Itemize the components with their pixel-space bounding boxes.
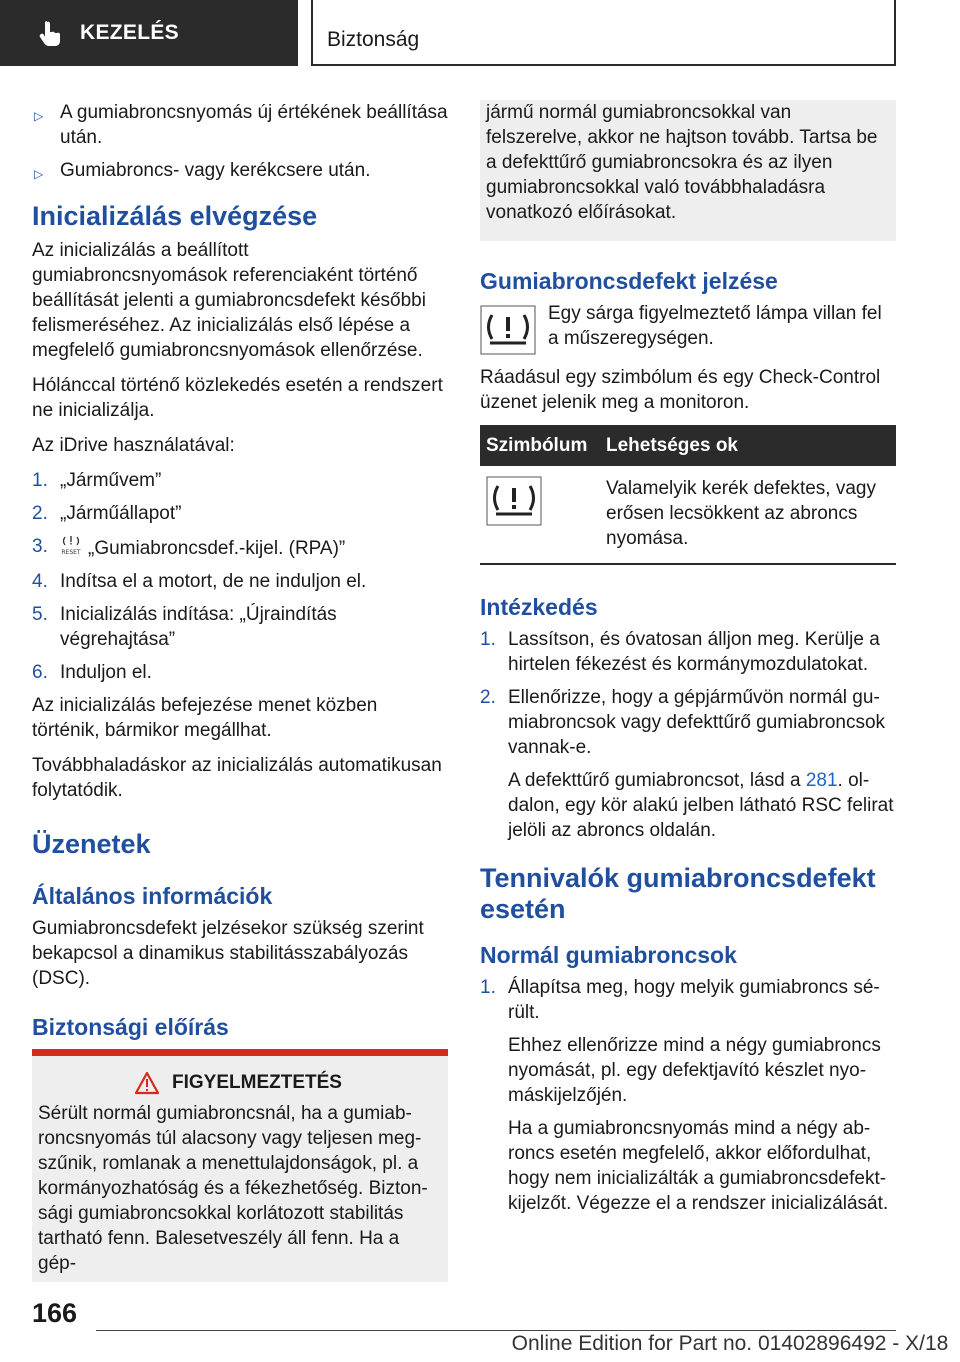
list-item: 1. Lassítson, és óvatosan álljon meg. Kerülje a hirtelen fékezést és kormánymozdulatokat. — [480, 629, 880, 675]
list-item: 1. „Járművem” — [32, 470, 162, 491]
warning-box-continued — [480, 100, 896, 241]
warning-text: jármű normál gumiabroncsokkal van felszerelve, akkor ne hajtson tovább. Tartsa be a defekttűrő gumiabroncsokra és az ilyen gumiabroncsokkal való továbbhaladásra vonatkozó előírásokat. — [486, 102, 878, 223]
table-row — [480, 466, 896, 564]
list-item: 5. Inicializálás indítása: „Újraindítás végrehajtása” — [32, 604, 337, 650]
paragraph: Az inicializálás a beállított gumiabroncsnyomások referenciaként történő beállítását jelenti a gumiabroncsdefekt későbbi felismeréséhez. Az inicializálás első lépése a megfelelő gumiabroncsnyomások ellenőrzése. — [32, 240, 426, 361]
section-tab — [0, 0, 298, 66]
page-link[interactable]: 281 — [805, 770, 838, 791]
list-item: 2. Ellenőrizze, hogy a gépjárművön normál gumiabroncsok vagy defekttűrő gumiabroncsok vannak-e. A defekttűrő gumiabroncsot, lásd a 281. oldalon, egy kör alakú jelben látható RSC felirat jelöli az abroncs oldalán. — [480, 685, 896, 843]
paragraph: Gumiabroncsdefekt jelzésekor szükség szerint bekapcsol a dinamikus stabilitásszabályozás (DSC). — [32, 918, 424, 989]
paragraph: Az iDrive használatával: — [32, 435, 235, 456]
table-header-cause: Lehetséges ok — [600, 425, 896, 466]
table-cell-cause: Valamelyik kerék defektes, vagy erősen lecsökkent az abroncs nyomása. — [600, 466, 896, 564]
footer-divider — [96, 1330, 896, 1331]
breadcrumb-label: Biztonság — [327, 28, 420, 51]
condition-list — [32, 100, 448, 183]
tire-reset-icon — [60, 534, 82, 558]
right-column — [480, 100, 896, 1224]
paragraph: Hólánccal történő közlekedés esetén a rendszert ne inicializálja. — [32, 375, 443, 421]
heading-safety: Biztonsági előírás — [32, 1014, 229, 1040]
heading-defect-indication: Gumiabroncsdefekt jelzése — [480, 268, 778, 294]
table-cell-symbol — [480, 466, 600, 564]
list-item: 4. Indítsa el a motort, de ne induljon el. — [32, 571, 367, 592]
list-item: 1. Állapítsa meg, hogy melyik gumiabroncs sérült. Ehhez ellenőrizze mind a négy gumiabroncs nyomását, pl. egy defektjavító készlet nyomáskijelzőjén. Ha a gumiabroncsnyomás mind a négy abroncs esetén megfelelő, akkor előfordulhat, hogy nem inicializálták a gumiabroncsdefektkijelzőt. Végezze el a rendszer inicializálását. — [480, 975, 896, 1216]
steps-list — [32, 468, 448, 685]
edition-note: Online Edition for Part no. 01402896492 - X/18 — [511, 1332, 949, 1355]
tire-pressure-warning-icon — [486, 476, 542, 526]
warning-triangle-icon — [134, 1071, 160, 1095]
left-column — [32, 100, 448, 1282]
page-header — [0, 0, 960, 66]
paragraph: Ha a gumiabroncsnyomás mind a négy abroncs esetén megfelelő, akkor előfordulhat, hogy nem inicializálták a gumiabroncsdefektkijelzőt. Végezze el a rendszer inicializálását. — [508, 1118, 889, 1214]
table-header-symbol: Szimbólum — [480, 425, 600, 466]
heading-action: Intézkedés — [480, 594, 598, 620]
breadcrumb — [311, 0, 896, 66]
paragraph: A defekttűrő gumiabroncsot, lásd a 281. oldalon, egy kör alakú jelben látható RSC felirat jelöli az abroncs oldalán. — [508, 770, 894, 841]
heading-normal-tires: Normál gumiabroncsok — [480, 942, 737, 968]
warning-title: FIGYELMEZTETÉS — [38, 1070, 438, 1095]
triangle-bullet-icon: ▷ — [34, 167, 44, 181]
symbol-table — [480, 425, 896, 565]
page-number: 166 — [32, 1298, 78, 1328]
paragraph: Továbbhaladáskor az inicializálás automatikusan folytatódik. — [32, 755, 442, 801]
paragraph: Egy sárga figyelmeztető lámpa villan fel a műszeregységen. — [548, 303, 882, 349]
section-label: KEZELÉS — [80, 21, 179, 44]
paragraph: Ehhez ellenőrizze mind a négy gumiabroncs nyomását, pl. egy defektjavító készlet nyomáskijelzőjén. — [508, 1035, 881, 1106]
warning-text: Sérült normál gumiabroncsnál, ha a gumiabroncsnyomás túl alacsony vagy teljesen megszűnik, romlanak a menettulajdonságok, pl. a kormányozhatóság és a fékezhetőség. Biztonsági gumiabroncsokkal korlátozott stabilitás tartható fenn. Balesetveszély áll fenn. Ha a gép- — [38, 1103, 428, 1274]
heading-initialization: Inicializálás elvégzése — [32, 201, 318, 231]
heading-messages: Üzenetek — [32, 829, 151, 859]
list-item: 3. RESET „Gumiabroncsdef.-kijel. (RPA)” — [32, 536, 346, 559]
list-item: 6. Induljon el. — [32, 662, 152, 683]
heading-what-to-do: Tennivalók gumiabroncsdefekt esetén — [480, 863, 876, 924]
todo-list — [480, 975, 896, 1216]
list-item: ▷ Gumiabroncs- vagy kerékcsere után. — [32, 158, 448, 183]
action-list — [480, 627, 896, 843]
paragraph: Ráadásul egy szimbólum és egy Check-Control üzenet jelenik meg a monitoron. — [480, 367, 881, 413]
paragraph: Az inicializálás befejezése menet közben történik, bármikor megállhat. — [32, 695, 378, 741]
list-item: ▷ A gumiabroncsnyomás új értékének beállítása után. — [34, 102, 448, 148]
warning-box — [32, 1049, 448, 1282]
triangle-bullet-icon: ▷ — [34, 109, 44, 123]
table-header-row — [480, 425, 896, 466]
hand-pointer-icon — [38, 20, 64, 46]
tire-pressure-warning-icon — [480, 305, 536, 355]
heading-general-info: Általános információk — [32, 883, 273, 909]
svg-text:RESET: RESET — [61, 549, 81, 556]
list-item: 2. „Járműállapot” — [32, 503, 182, 524]
warning-lamp-row — [480, 301, 896, 355]
